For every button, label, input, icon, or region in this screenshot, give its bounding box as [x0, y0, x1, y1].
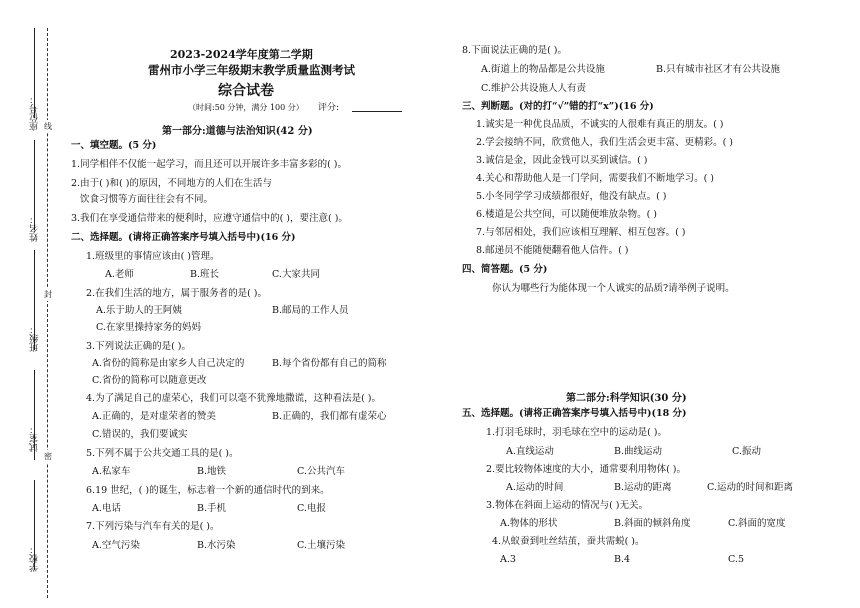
choice-q5-a: A.私家车: [92, 466, 131, 477]
choice-q2-a: A.乐于助人的王阿姨: [96, 305, 182, 316]
exam-meta: （时间:50 分钟，满分 100 分）: [188, 103, 304, 112]
fill-q2: 2.由于( )和( )的原因，不同地方的人们在生活与: [71, 178, 272, 189]
seal-char-secret: 密: [44, 452, 52, 461]
choice-q3-c: C.省份的简称可以随意更改: [92, 375, 207, 386]
choice-q6-b: B.手机: [197, 503, 227, 514]
sci-q1-a: A.直线运动: [506, 446, 554, 457]
sci-q4-b: B.4: [614, 554, 631, 565]
s3-heading: 三、判断题。(对的打“√”错的打“x”)(16 分): [462, 101, 654, 112]
fill-q3: 3.我们在享受通信带来的便利时，应遵守通信中的( )，要注意( )。: [71, 213, 348, 224]
choice-q1: 1.班级里的事情应该由( )管理。: [86, 251, 220, 262]
fill-q1: 1.同学相伴不仅能一起学习，而且还可以开展许多丰富多彩的( )。: [71, 159, 347, 170]
choice-q1-c: C.大家共同: [272, 269, 320, 280]
seat-label: 座位号：: [30, 95, 40, 131]
choice-q4: 4.为了满足自己的虚荣心，我们可以毫不犹豫地撒谎，这种看法是( )。: [86, 393, 381, 404]
seal-char-line: 线: [44, 122, 52, 131]
judge-q6: 6.楼道是公共空间，可以随便堆放杂物。( ): [476, 209, 657, 220]
part1-title: 第一部分:道德与法治知识(42 分): [162, 126, 313, 137]
sci-q2-b: B.运动的距离: [614, 482, 672, 493]
choice-q7-c: C.土壤污染: [297, 540, 345, 551]
sci-q3: 3.物体在斜面上运动的情况与( )无关。: [486, 500, 648, 511]
score-label: 评分:: [318, 103, 340, 113]
sci-q4: 4.从蚁蚕到吐丝结茧，蚕共需蜕( )。: [492, 536, 645, 547]
seal-char-seal: 封: [44, 290, 52, 299]
sci-q1-b: B.曲线运动: [614, 446, 663, 457]
judge-q7: 7.与邻居相处，我们应该相互理解、相互包容。( ): [476, 227, 686, 238]
binding-dashed-line: [47, 28, 48, 598]
fill-q2-cont: 饮食习惯等方面往往会有不同。: [80, 194, 214, 205]
choice-q7-a: A.空气污染: [92, 540, 140, 551]
judge-q1: 1.诚实是一种优良品质，不诚实的人很难有真正的朋友。( ): [476, 119, 724, 130]
choice-q4-c: C.错误的，我们要诚实: [92, 429, 188, 440]
choice-q8-a: A.街道上的物品都是公共设施: [481, 64, 605, 75]
paper-title: 综合试卷: [218, 83, 274, 99]
sci-q1-c: C.振动: [732, 446, 761, 457]
sci-q2-a: A.运动的时间: [506, 482, 564, 493]
choice-q7-b: B.水污染: [197, 540, 236, 551]
choice-q3-b: B.每个省份都有自己的简称: [272, 358, 387, 369]
sci-q4-c: C.5: [728, 554, 744, 565]
choice-q5-c: C.公共汽车: [297, 466, 345, 477]
class-label: 班级：: [30, 325, 40, 352]
choice-q6: 6.19 世纪，( )的诞生，标志着一个新的通信时代的到来。: [86, 485, 330, 496]
s5-heading: 五、选择题。(请将正确答案序号填入括号中)(18 分): [462, 408, 687, 419]
sci-q2-c: C.运动的时间和距离: [707, 482, 793, 493]
judge-q8: 8.邮递员不能随便翻看他人信件。( ): [476, 245, 629, 256]
short-answer-question: 你认为哪些行为能体现一个人诚实的品质?请举例子说明。: [492, 283, 735, 294]
room-label: 试室：: [30, 425, 40, 452]
part2-title: 第二部分:科学知识(30 分): [566, 393, 687, 404]
choice-q6-c: C.电报: [297, 503, 326, 514]
choice-q2-c: C.在家里操持家务的妈妈: [96, 322, 201, 333]
choice-q8-c: C.维护公共设施人人有责: [481, 83, 586, 94]
sci-q3-c: C.斜面的宽度: [728, 518, 786, 529]
choice-q5-b: B.地铁: [197, 466, 227, 477]
choice-q8: 8.下面说法正确的是( )。: [462, 45, 567, 56]
choice-q8-b: B.只有城市社区才有公共设施: [656, 64, 781, 75]
choice-q2-b: B.邮局的工作人员: [272, 305, 349, 316]
sci-q4-a: A.3: [500, 554, 516, 565]
sci-q3-a: A.物体的形状: [500, 518, 558, 529]
s4-heading: 四、简答题。(5 分): [462, 264, 548, 275]
choice-q1-b: B.班长: [190, 269, 220, 280]
name-label: 姓名：: [30, 215, 40, 242]
school-year: 2023-2024学年度第二学期: [170, 48, 313, 61]
judge-q4: 4.关心和帮助他人是一门学问，需要我们不断地学习。( ): [476, 173, 714, 184]
choice-q5: 5.下列不属于公共交通工具的是( )。: [86, 448, 239, 459]
choice-q4-b: B.正确的，我们都有虚荣心: [272, 411, 387, 422]
choice-q7: 7.下列污染与汽车有关的是( )。: [86, 521, 220, 532]
judge-q3: 3.诚信是金，因此金钱可以买到诚信。( ): [476, 155, 648, 166]
choice-q6-a: A.电话: [92, 503, 121, 514]
choice-q3-a: A.省份的简称是由家乡人自己决定的: [92, 358, 245, 369]
exam-name: 雷州市小学三年级期末教学质量监测考试: [148, 63, 355, 77]
school-label: 学校：: [30, 545, 40, 572]
judge-q2: 2.学会接纳不同，欣赏他人，我们生活会更丰富、更精彩。( ): [476, 137, 733, 148]
choice-q4-a: A.正确的，是对虚荣者的赞美: [92, 411, 216, 422]
s2-heading: 二、选择题。(请将正确答案序号填入括号中)(16 分): [71, 232, 296, 243]
choice-q3: 3.下列说法正确的是( )。: [86, 341, 191, 352]
sci-q2: 2.要比较物体速度的大小，通常要利用物体( )。: [486, 464, 686, 475]
choice-q2: 2.在我们生活的地方，属于服务者的是( )。: [86, 288, 267, 299]
judge-q5: 5.小冬同学学习成绩都很好，他没有缺点。( ): [476, 191, 667, 202]
sci-q1: 1.打羽毛球时，羽毛球在空中的运动是( )。: [486, 427, 667, 438]
s1-heading: 一、填空题。(5 分): [71, 140, 157, 151]
choice-q1-a: A.老师: [105, 269, 134, 280]
sci-q3-b: B.斜面的倾斜角度: [614, 518, 691, 529]
score-blank[interactable]: [352, 111, 402, 112]
